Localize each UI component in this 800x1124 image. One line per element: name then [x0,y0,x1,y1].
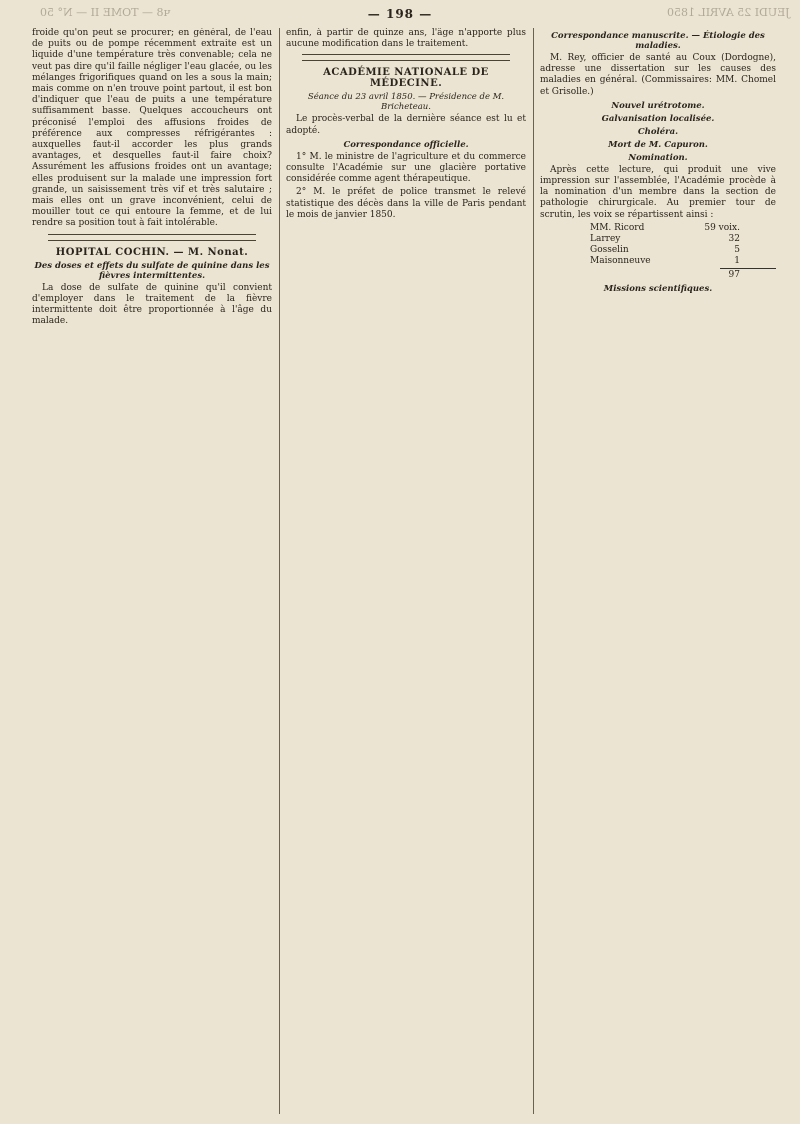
vote-name: Larrey [590,233,621,244]
vote-count: 59 voix. [704,222,740,233]
paragraph: enfin, à partir de quinze ans, l'âge n'apporte plus aucune modification dans le traitement. [286,28,526,50]
paragraph: Le procès-verbal de la dernière séance est lu et adopté. [286,114,526,136]
section-heading: Correspondance officielle. [343,139,469,150]
paragraph: M. Rey, officier de santé au Coux (Dordogne), adresse une dissertation sur les causes des maladies en général. (Commissaires: MM. Chomel et Grisolle.) [540,53,776,97]
paragraph: 1° M. le ministre de l'agriculture et du commerce consulte l'Académie sur une glacière portative considérée comme agent thérapeutique. [286,151,526,185]
column-rule [533,28,534,1114]
paragraph: Après cette lecture, qui produit une vive impression sur l'assemblée, l'Académie procède à la nomination d'un membre dans la section de pathologie chirurgicale. Au premier tour de scrutin, les voix se répartissent ainsi : [540,164,776,220]
paragraph: La dose de sulfate de quinine qu'il convient d'employer dans le traitement de la fièvre intermittente doit être proportionnée à l'âge du malade. [32,282,272,327]
section-heading: Choléra. [637,126,679,137]
society-title: ACADÉMIE NATIONALE DE MÉDECINE. [323,67,489,90]
column-middle [286,28,526,1118]
vote-name: Gosselin [590,244,629,255]
bleed-through-text-right: JEUDI 25 AVRIL 1850 [667,6,790,19]
vote-table [590,223,776,281]
section-heading: Nomination. [628,152,688,163]
vote-count: 32 [728,233,740,244]
vote-count: 1 [734,255,740,266]
total-rule [720,268,776,269]
article-subtitle: Des doses et effets du sulfate de quinine dans les fièvres intermittentes. [34,260,270,281]
column-left [32,28,272,1118]
vote-count: 5 [734,244,740,255]
vote-row [590,234,740,245]
column-right [540,28,776,1118]
vote-total-row [590,270,740,281]
column-rule [279,28,280,1114]
section-heading: Correspondance manuscrite. — Étiologie des maladies. [551,31,765,51]
paragraph: froide qu'on peut se procurer; en général, de l'eau de puits ou de pompe récemment extraite est un liquide d'une température très convenable; cela ne veut pas dire qu'il faille négliger l'eau glacée, ou les mélanges frigorifiques quand on les a sous la main; mais comme on n'en trouve point partout, il est bon d'indiquer que l'eau de puits a une température suffisamment basse. Quelques accoucheurs ont préconisé l'emploi des affusions froides de préférence aux compresses réfrigérantes : auxquelles faut-il accorder les plus grands avantages, et desquelles faut-il faire choix? Assurément les affusions froides ont un avantage; elles produisent sur la malade une impression fort grande, un saisissement très vif et très salutaire ; mais elles ont un grave inconvénient, celui de mouiller tout ce qui entoure la femme, et de lui rendre sa position tout à fait intolérable. [32,28,272,229]
article-title: HOPITAL COCHIN. — M. Nonat. [55,246,249,258]
section-heading: Mort de M. Capuron. [608,139,708,150]
vote-name: MM. Ricord [590,222,645,233]
page-number: — 198 — [367,7,433,21]
paragraph: 2° M. le préfet de police transmet le relevé statistique des décès dans la ville de Paris pendant le mois de janvier 1850. [286,187,526,220]
vote-name: Maisonneuve [590,255,651,266]
vote-row [590,256,740,267]
section-separator [302,54,510,61]
session-line: Séance du 23 avril 1850. — Présidence de M. Bricheteau. [307,92,505,113]
section-heading: Galvanisation localisée. [601,113,715,124]
section-heading: Nouvel urétrotome. [611,100,705,111]
bleed-through-text-left: ч8 — ТОМЕ II — N° 50 [40,6,171,19]
vote-row [590,223,740,234]
vote-total: 97 [728,269,740,280]
section-heading: Missions scientifiques. [603,283,713,294]
page-header [0,4,800,26]
section-separator [48,234,256,241]
vote-row [590,245,740,256]
